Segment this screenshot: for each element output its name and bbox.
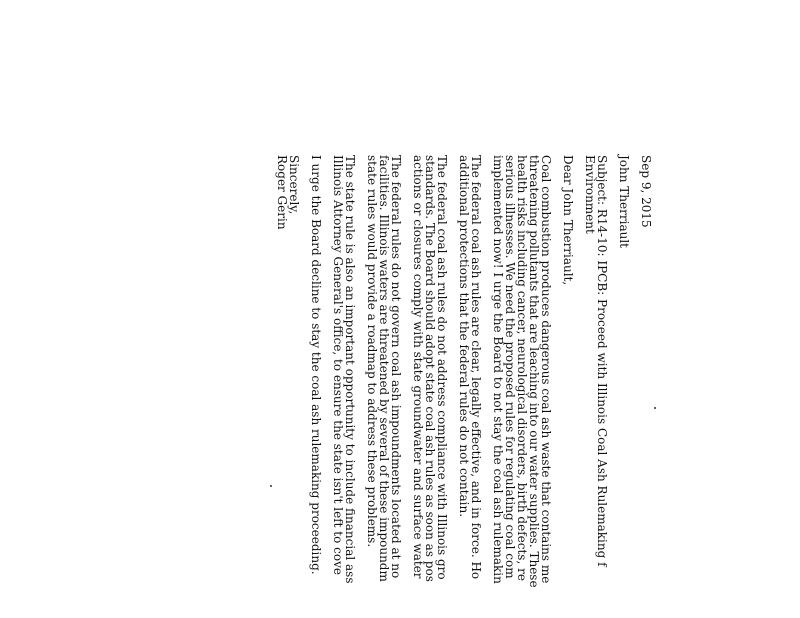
letter-subject-line-1: Subject: R14-10: IPCB: Proceed with Illinois Coal Ash Rulemaking f xyxy=(595,155,609,567)
paragraph-line: The federal coal ash rules do not address compliance with Illinois gro xyxy=(435,155,449,580)
paragraph-1 xyxy=(492,155,552,618)
paragraph-line: state rules would provide a roadmap to address these problems. xyxy=(365,155,379,548)
paragraph-line: I urge the Board decline to stay the coal ash rulemaking proceeding. xyxy=(309,155,323,575)
paragraph-line: Illinois Attorney General's office, to ensure the state isn't left to cove xyxy=(331,155,345,575)
paragraph-line: standards. The Board should adopt state coal ash rules as soon as pos xyxy=(423,155,437,582)
paragraph-line: serious illnesses. We need the proposed rules for regulating coal com xyxy=(503,155,517,579)
paragraph-line: The federal rules do not govern coal ash impoundments located at no xyxy=(389,155,403,579)
paragraph-line: additional protections that the federal rules do not contain. xyxy=(457,155,471,518)
paragraph-2 xyxy=(458,155,482,618)
scan-speck xyxy=(654,407,656,409)
paragraph-6 xyxy=(310,155,322,618)
letter-recipient: John Therriault xyxy=(617,155,631,248)
paragraph-line: threatening pollutants that are leaching into our water supplies. These xyxy=(527,155,541,588)
paragraph-line: Coal combustion produces dangerous coal ash waste that contains me xyxy=(539,155,553,584)
paragraph-3 xyxy=(412,155,448,618)
scan-speck xyxy=(270,485,272,487)
letter-salutation: Dear John Therriault, xyxy=(561,155,575,286)
letter-subject-line-2: Environment xyxy=(583,155,597,234)
paragraph-line: The federal coal ash rules are clear, legally effective, and in force. Ho xyxy=(469,155,483,580)
letter-closing: Sincerely, xyxy=(287,155,301,215)
paragraph-line: facilities. Illinois waters are threatened by several of these impoundm xyxy=(377,155,391,582)
paragraph-line: implemented now! I urge the Board to not stay the coal ash rulemakin xyxy=(491,155,505,584)
paragraph-line: health risks including cancer, neurological disorders, birth defects, re xyxy=(515,155,529,581)
paragraph-5 xyxy=(332,155,356,618)
paragraph-4 xyxy=(366,155,402,618)
rotated-letter xyxy=(276,155,652,618)
letter-date: Sep 9, 2015 xyxy=(639,155,653,228)
paragraph-line: The state rule is also an important opportunity to include financial ass xyxy=(343,155,357,584)
paragraph-line: actions or closures comply with state groundwater and surface water xyxy=(411,155,425,579)
letter-signature: Roger Gerin xyxy=(275,155,289,230)
